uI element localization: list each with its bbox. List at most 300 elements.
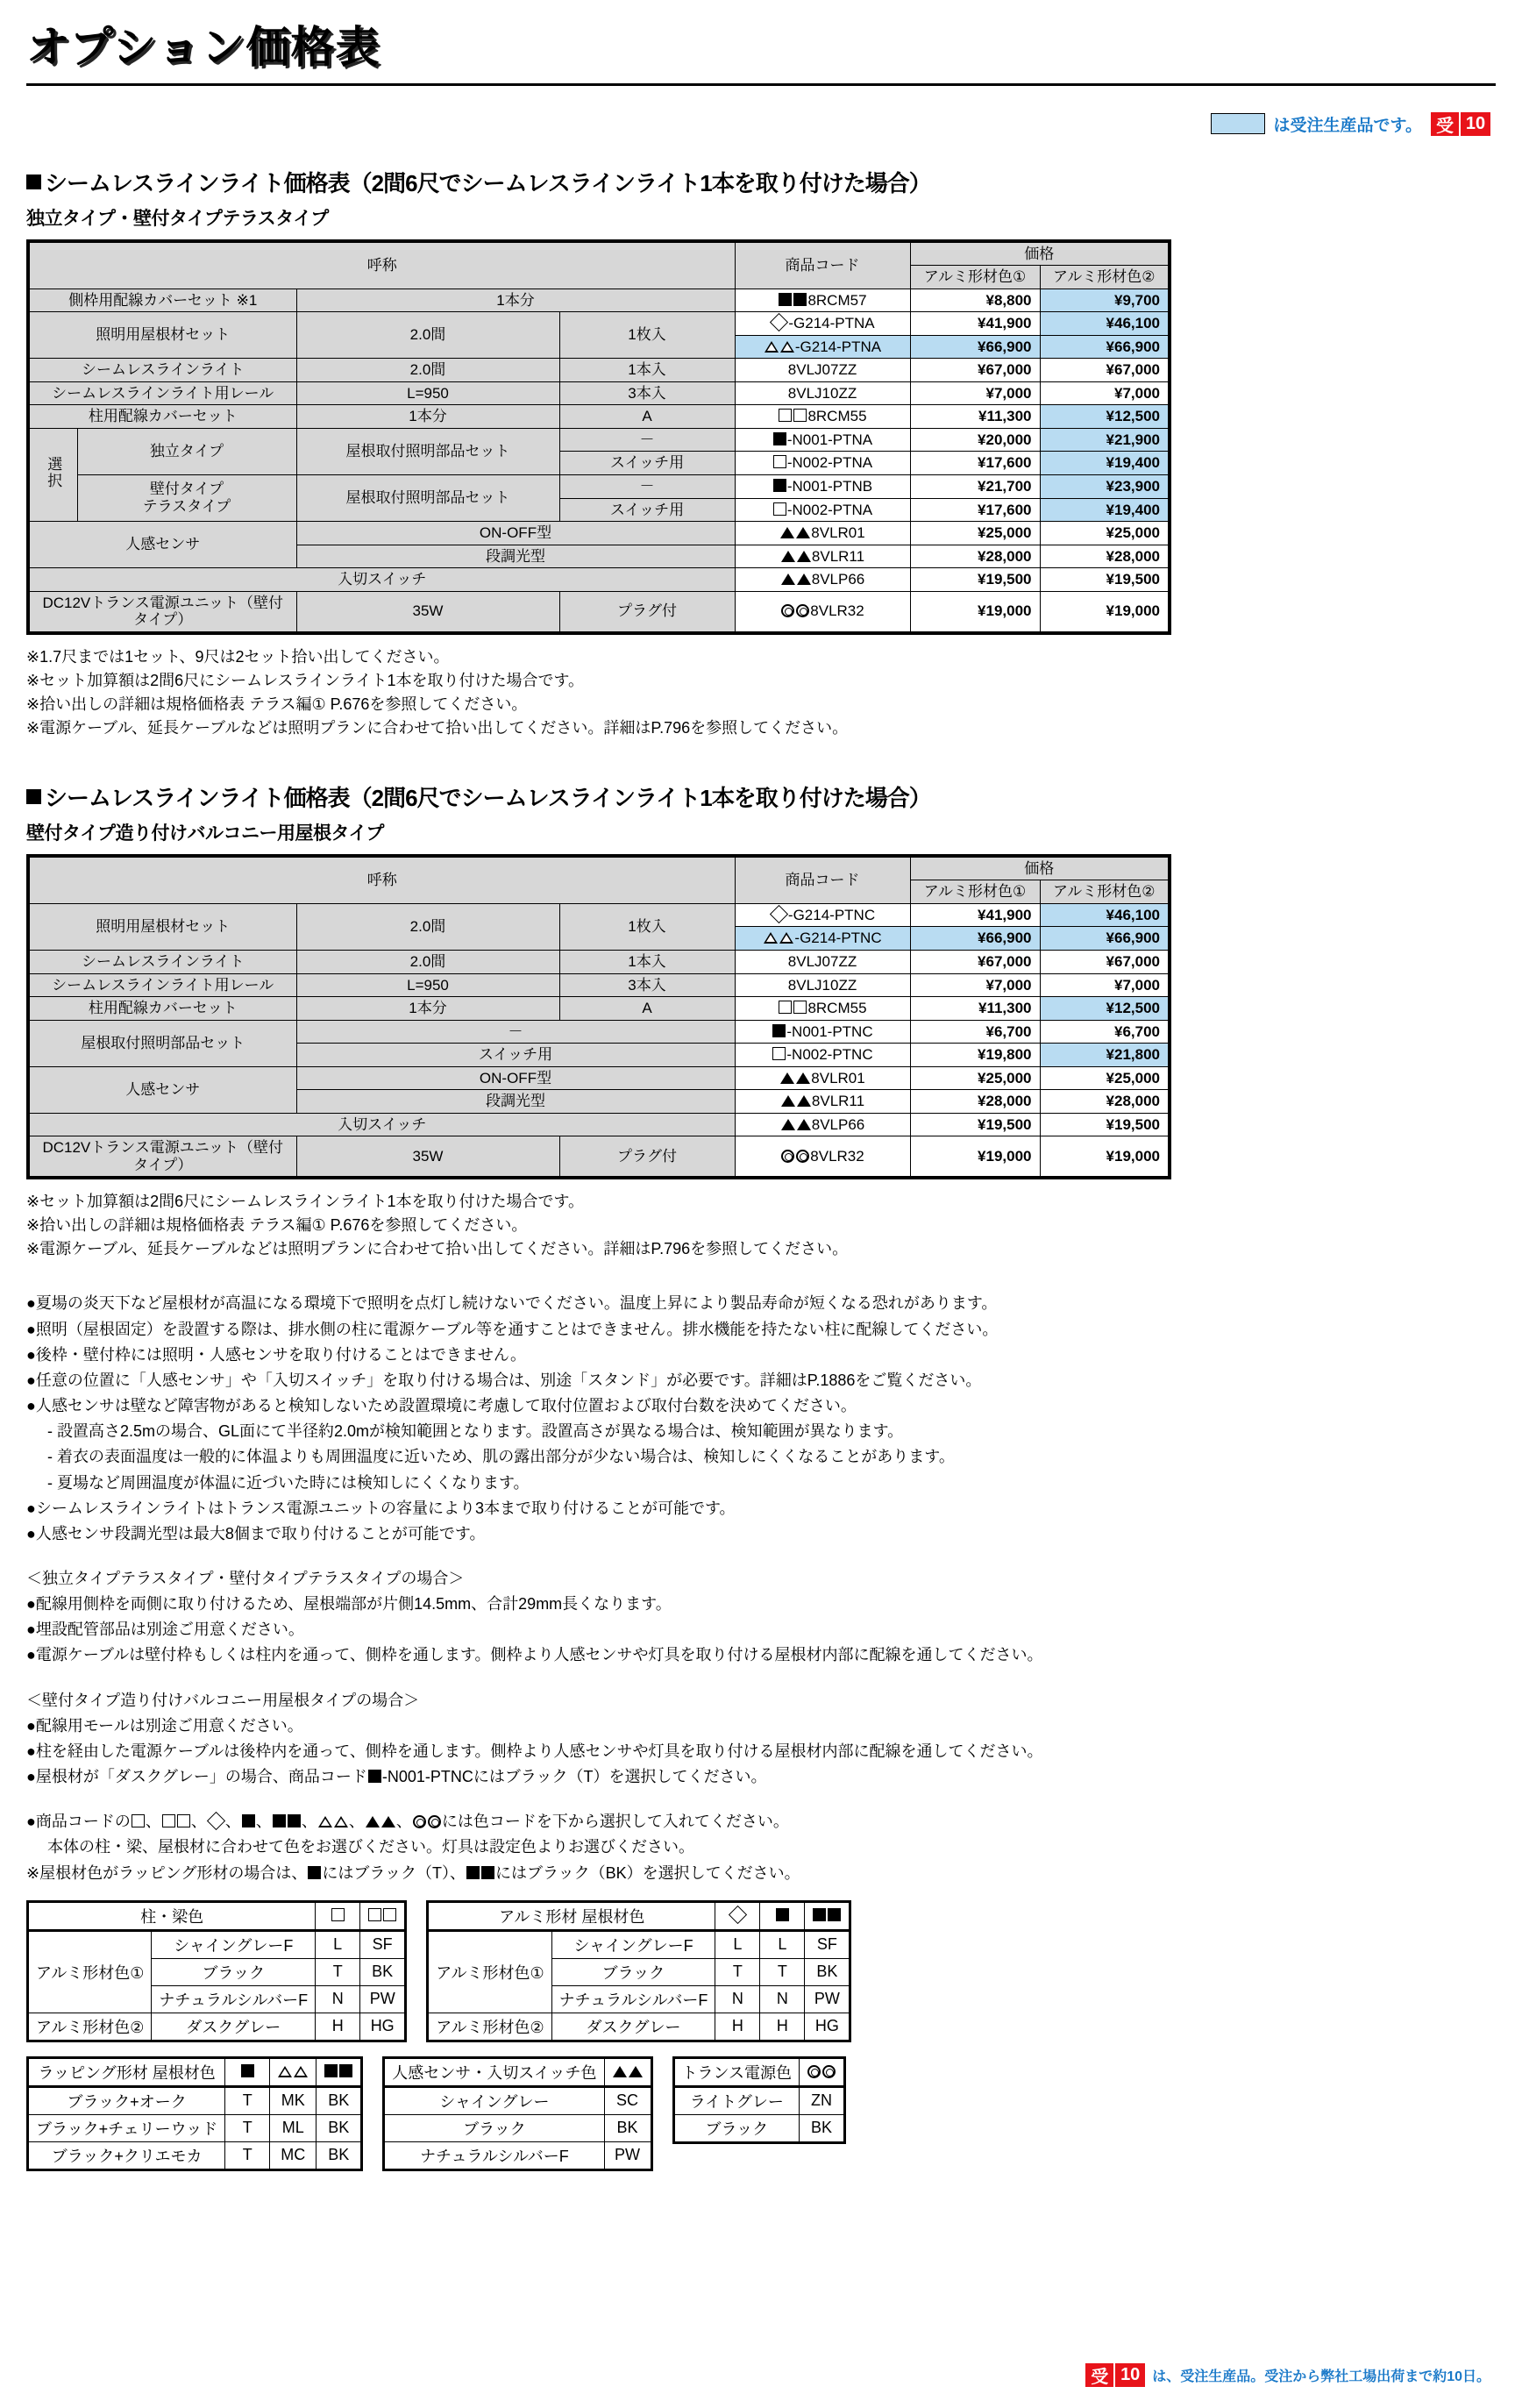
- cell-size: 2.0間: [296, 903, 559, 950]
- cell-product-code: 8VLJ10ZZ: [735, 381, 910, 405]
- color-code: T: [316, 1958, 360, 1985]
- cell-product-code: -N001-PTNB: [735, 474, 910, 498]
- legend: [0, 112, 1490, 136]
- cell-qty: 1本入: [559, 950, 735, 973]
- cell-qty: 3本入: [559, 973, 735, 997]
- table-row: [673, 2114, 844, 2142]
- cell-product-code: -G214-PTNC: [735, 903, 910, 927]
- color-group-2: アルミ形材色②: [28, 2013, 152, 2041]
- bullet-line: ●任意の位置に「人感センサ」や「入切スイッチ」を取り付ける場合は、別途「スタンド」が必要です。詳細はP.1886をご覧ください。: [26, 1371, 982, 1389]
- color-name: ブラック: [152, 1958, 316, 1985]
- cell-name: 屋根取付照明部品セット: [28, 1020, 296, 1066]
- cell-price-color2: ¥19,500: [1040, 568, 1170, 592]
- cell-qty: A: [559, 405, 735, 429]
- black-square-icon: [241, 2064, 254, 2077]
- page-footer: [1085, 2363, 1490, 2387]
- color-code: N: [760, 1985, 805, 2013]
- table-row: [28, 2013, 406, 2041]
- cell-variant: スイッチ用: [559, 452, 735, 475]
- color-code: BK: [316, 2114, 362, 2141]
- cell-price-color1: ¥8,800: [910, 289, 1040, 312]
- footer-badge-days: 10: [1113, 2363, 1145, 2387]
- black-square-icon: [773, 479, 786, 492]
- section-2-notes: [26, 1190, 1522, 1261]
- cell-product-code: -G214-PTNC: [735, 927, 910, 951]
- cell-price-color1: ¥19,000: [910, 591, 1040, 633]
- cell-product-code: -G214-PTNA: [735, 335, 910, 359]
- black-triangle-icon: [781, 1095, 795, 1107]
- bullet-line: ●柱を経由した電源ケーブルは後枠内を通って、側枠を通します。側枠より人感センサや灯具を取り付ける屋根材内部に配線を通してください。: [26, 1742, 1043, 1760]
- cell-variant: －: [559, 474, 735, 498]
- color-group-1: アルミ形材色①: [428, 1930, 551, 2013]
- cell-name: 柱用配線カバーセット: [28, 405, 296, 429]
- cell-product-code: 8RCM55: [735, 997, 910, 1021]
- cell-product-code: 8RCM55: [735, 405, 910, 429]
- table-row: [28, 2114, 362, 2141]
- diamond-icon: [729, 1906, 747, 1924]
- cell-variant: スイッチ用: [559, 498, 735, 522]
- cell-product-code: 8VLR11: [735, 545, 910, 568]
- cell-size: 1本分: [296, 997, 559, 1021]
- cell-parts: 屋根取付照明部品セット: [296, 474, 559, 521]
- footer-text: は、受注生産品。受注から弊社工場出荷まで約10日。: [1152, 2369, 1490, 2384]
- cell-name: 柱用配線カバーセット: [28, 997, 296, 1021]
- table-row: [28, 405, 1170, 429]
- note-line: ※セット加算額は2間6尺にシームレスラインライト1本を取り付けた場合です。: [26, 671, 585, 689]
- color-table-wrapping: [26, 2056, 363, 2171]
- color-code: T: [225, 2086, 270, 2114]
- page-title-area: [0, 0, 1522, 71]
- cell-name: シームレスラインライト: [28, 359, 296, 382]
- cell-price-color2: ¥21,900: [1040, 428, 1170, 452]
- table-row: [28, 1066, 1170, 1090]
- table-row: [28, 2141, 362, 2169]
- color-code: H: [715, 2013, 760, 2041]
- black-triangle-icon: [381, 1816, 395, 1827]
- double-circle-icon: [428, 1815, 441, 1828]
- symbol-header: [604, 2057, 651, 2086]
- color-code: PW: [805, 1985, 850, 2013]
- footer-badge: [1085, 2363, 1145, 2387]
- made-to-order-badge: [1431, 112, 1490, 136]
- symbol-header: [800, 2057, 845, 2086]
- bullet-line: ●屋根材が「ダスクグレー」の場合、商品コード -N001-PTNCにはブラック（T）を選択してください。: [26, 1768, 767, 1786]
- black-square-icon: [368, 1770, 381, 1783]
- cell-price-color2: ¥7,000: [1040, 381, 1170, 405]
- color-code: BK: [604, 2114, 651, 2141]
- cell-name: 人感センサ: [28, 1066, 296, 1113]
- symbol-header: [316, 1901, 360, 1930]
- symbol-header: [760, 1901, 805, 1930]
- table-row: [28, 903, 1170, 927]
- color-table-title: 人感センサ・入切スイッチ色: [384, 2057, 604, 2086]
- cell-product-code: -G214-PTNA: [735, 312, 910, 336]
- table-row: [28, 522, 1170, 545]
- color-name: ブラック+オーク: [28, 2086, 225, 2114]
- color-table-hashira: [26, 1900, 407, 2042]
- cell-price-color1: ¥28,000: [910, 1090, 1040, 1114]
- table-row: [28, 1113, 1170, 1136]
- table-row: [28, 381, 1170, 405]
- white-square-icon: [779, 1001, 792, 1014]
- black-triangle-icon: [781, 1119, 795, 1130]
- black-triangle-icon: [797, 1119, 811, 1130]
- color-code: L: [760, 1930, 805, 1958]
- table-row: [28, 474, 1170, 498]
- color-code: ML: [270, 2114, 316, 2141]
- cell-product-code: -N002-PTNA: [735, 452, 910, 475]
- symbol-header: [805, 1901, 850, 1930]
- cell-price-color2: ¥28,000: [1040, 545, 1170, 568]
- table-row: [673, 2086, 844, 2114]
- cell-product-code: 8VLP66: [735, 568, 910, 592]
- price-table-1: [26, 239, 1171, 635]
- color-code: L: [316, 1930, 360, 1958]
- cell-product-code: 8VLR32: [735, 1136, 910, 1179]
- cell-price-color1: ¥28,000: [910, 545, 1040, 568]
- black-square-icon: [793, 293, 807, 306]
- section-2-subheading: 壁付タイプ造り付けバルコニー用屋根タイプ: [26, 823, 384, 844]
- cell-price-color2: ¥6,700: [1040, 1020, 1170, 1044]
- cell-price-color1: ¥67,000: [910, 950, 1040, 973]
- black-triangle-icon: [613, 2066, 627, 2077]
- black-square-icon: [772, 1024, 786, 1037]
- cell-name: 人感センサ: [28, 522, 296, 568]
- white-square-icon: [177, 1814, 190, 1827]
- cell-product-code: -N002-PTNC: [735, 1044, 910, 1067]
- cell-price-color1: ¥66,900: [910, 927, 1040, 951]
- color-code: N: [715, 1985, 760, 2013]
- cell-name: 入切スイッチ: [28, 568, 735, 592]
- cell-product-code: -N002-PTNA: [735, 498, 910, 522]
- table-row: [384, 2114, 651, 2141]
- white-square-icon: [779, 409, 792, 422]
- white-triangle-icon: [764, 932, 778, 944]
- cell-price-color2: ¥19,400: [1040, 498, 1170, 522]
- cell-product-code: 8VLR32: [735, 591, 910, 633]
- color-code: MK: [270, 2086, 316, 2114]
- cell-name: シームレスラインライト: [28, 950, 296, 973]
- double-circle-icon: [781, 604, 794, 617]
- note-line: ※1.7尺までは1セット、9尺は2セット拾い出してください。: [26, 647, 450, 666]
- cell-price-color1: ¥6,700: [910, 1020, 1040, 1044]
- th-code: 商品コード: [735, 241, 910, 289]
- cell-price-color2: ¥19,400: [1040, 452, 1170, 475]
- double-circle-icon: [822, 2065, 836, 2078]
- white-triangle-icon: [779, 932, 793, 944]
- black-square-icon: [339, 2064, 352, 2077]
- double-circle-icon: [807, 2065, 821, 2078]
- double-circle-icon: [413, 1815, 426, 1828]
- color-code: PW: [360, 1985, 406, 2013]
- legend-text: は受注生産品です。: [1273, 116, 1422, 135]
- made-to-order-swatch: [1211, 113, 1265, 134]
- color-code-tables-row-1: [26, 1900, 1522, 2042]
- table-row: [428, 1930, 850, 1958]
- white-triangle-icon: [765, 341, 779, 353]
- white-square-icon: [162, 1814, 175, 1827]
- color-code: PW: [604, 2141, 651, 2169]
- white-square-icon: [793, 409, 807, 422]
- cell-size: 2.0間: [296, 312, 559, 359]
- cell-price-color1: ¥19,500: [910, 568, 1040, 592]
- black-triangle-icon: [366, 1816, 380, 1827]
- cell-price-color1: ¥17,600: [910, 452, 1040, 475]
- symbol-header: [225, 2057, 270, 2086]
- white-square-icon: [383, 1908, 396, 1921]
- usage-notes: [26, 1291, 1522, 1885]
- footer-badge-kanji: 受: [1085, 2363, 1113, 2387]
- black-square-icon: [308, 1866, 321, 1879]
- cell-parts: 屋根取付照明部品セット: [296, 428, 559, 474]
- cell-product-code: 8VLR01: [735, 1066, 910, 1090]
- note-line: ※電源ケーブル、延長ケーブルなどは照明プランに合わせて拾い出してください。詳細はP.796を参照してください。: [26, 718, 849, 737]
- black-square-icon: [288, 1814, 301, 1827]
- double-circle-icon: [781, 1150, 794, 1163]
- table-row: [28, 312, 1170, 336]
- black-square-icon: [776, 1908, 789, 1921]
- table-row: [28, 289, 1170, 312]
- table-row: [28, 973, 1170, 997]
- bullet-line: ●配線用側枠を両側に取り付けるため、屋根端部が片側14.5mm、合計29mm長くなります。: [26, 1595, 672, 1614]
- white-square-icon: [331, 1908, 345, 1921]
- color-name: シャイングレーF: [152, 1930, 316, 1958]
- th-price-col2: アルミ形材色②: [1040, 266, 1170, 289]
- cell-qty: A: [559, 997, 735, 1021]
- table-row: [28, 997, 1170, 1021]
- cell-qty: 3本入: [559, 381, 735, 405]
- badge-days: 10: [1459, 112, 1490, 136]
- white-triangle-icon: [278, 2066, 292, 2077]
- color-table-title: ラッピング形材 屋根材色: [28, 2057, 225, 2086]
- cell-price-color1: ¥67,000: [910, 359, 1040, 382]
- bullet-subline: - 夏場など周囲温度が体温に近づいた時には検知しにくくなります。: [47, 1473, 530, 1492]
- bullet-subline: - 着衣の表面温度は一般的に体温よりも周囲温度に近いため、肌の露出部分が少ない場合は、検知しにくくなることがあります。: [47, 1448, 955, 1466]
- bullet-line: ●配線用モールは別途ご用意ください。: [26, 1716, 303, 1735]
- color-name: ブラック: [673, 2114, 799, 2142]
- color-group-2: アルミ形材色②: [428, 2013, 551, 2041]
- color-name: ブラック+クリエモカ: [28, 2141, 225, 2169]
- color-code: H: [316, 2013, 360, 2041]
- cell-qty: 1枚入: [559, 312, 735, 359]
- color-table-alumi-roof: [426, 1900, 851, 2042]
- color-name: ナチュラルシルバーF: [152, 1985, 316, 2013]
- cell-qty: 1本分: [296, 289, 735, 312]
- cell-type: 壁付タイプ テラスタイプ: [77, 474, 296, 521]
- cell-size: 1本分: [296, 405, 559, 429]
- black-square-icon: [773, 432, 786, 445]
- table-row: [28, 1020, 1170, 1044]
- color-group-1: アルミ形材色①: [28, 1930, 152, 2013]
- cell-product-code: 8VLJ07ZZ: [735, 950, 910, 973]
- color-name: シャイングレー: [384, 2086, 604, 2114]
- page-title: オプション価格表: [26, 23, 380, 72]
- black-triangle-icon: [629, 2066, 643, 2077]
- black-square-icon: [813, 1908, 826, 1921]
- black-triangle-icon: [796, 1072, 810, 1084]
- bullet-line: ●人感センサは壁など障害物があると検知しないため設置環境に考慮して取付位置および取付台数を決めてください。: [26, 1397, 857, 1415]
- bullet-line: ●埋設配管部品は別途ご用意ください。: [26, 1621, 304, 1639]
- cell-product-code: 8VLJ07ZZ: [735, 359, 910, 382]
- cell-name: 照明用屋根材セット: [28, 903, 296, 950]
- color-code: BK: [316, 2086, 362, 2114]
- section-2-heading: [26, 780, 1522, 813]
- cell-price-color2: ¥9,700: [1040, 289, 1170, 312]
- color-code: SF: [360, 1930, 406, 1958]
- cell-price-color2: ¥67,000: [1040, 359, 1170, 382]
- black-square-icon: [481, 1866, 494, 1879]
- black-square-icon: [779, 293, 792, 306]
- cell-price-color2: ¥19,000: [1040, 591, 1170, 633]
- black-triangle-icon: [780, 1072, 794, 1084]
- table-row: [28, 568, 1170, 592]
- color-name: ライトグレー: [673, 2086, 799, 2114]
- color-code: L: [715, 1930, 760, 1958]
- white-square-icon: [773, 502, 786, 516]
- black-triangle-icon: [780, 527, 794, 538]
- cell-price-color1: ¥11,300: [910, 997, 1040, 1021]
- section-1-heading: [26, 166, 1522, 198]
- table-row: [28, 950, 1170, 973]
- cell-variant: －: [559, 428, 735, 452]
- cell-price-color1: ¥11,300: [910, 405, 1040, 429]
- color-code: T: [715, 1958, 760, 1985]
- th-price: 価格: [910, 856, 1170, 880]
- cell-select: 選択: [28, 428, 77, 521]
- color-name: シャイングレーF: [551, 1930, 715, 1958]
- bullet-line: ●人感センサ段調光型は最大8個まで取り付けることが可能です。: [26, 1524, 486, 1542]
- cell-qty: 1本入: [559, 359, 735, 382]
- color-code: SF: [805, 1930, 850, 1958]
- cell-name: シームレスラインライト用レール: [28, 973, 296, 997]
- symbol-header: [270, 2057, 316, 2086]
- note-line: ※拾い出しの詳細は規格価格表 テラス編① P.676を参照してください。: [26, 695, 528, 713]
- diamond-icon: [207, 1812, 225, 1830]
- color-table-title: トランス電源色: [673, 2057, 799, 2086]
- cell-price-color2: ¥19,000: [1040, 1136, 1170, 1179]
- black-triangle-icon: [797, 551, 811, 562]
- diamond-icon: [770, 905, 788, 923]
- color-name: ナチュラルシルバーF: [384, 2141, 604, 2169]
- color-code: T: [225, 2141, 270, 2169]
- price-table-2: [26, 854, 1171, 1180]
- table-row: [28, 591, 1170, 633]
- cell-price-color2: ¥67,000: [1040, 950, 1170, 973]
- cell-price-color2: ¥21,800: [1040, 1044, 1170, 1067]
- note-line: ※セット加算額は2間6尺にシームレスラインライト1本を取り付けた場合です。: [26, 1193, 585, 1211]
- section-2-heading-text: シームレスラインライト価格表（2間6尺でシームレスラインライト1本を取り付けた場合）: [45, 784, 931, 811]
- th-price-col1: アルミ形材色①: [910, 880, 1040, 904]
- title-divider: [26, 83, 1496, 86]
- color-name: ナチュラルシルバーF: [551, 1985, 715, 2013]
- bullet-line: ●照明（屋根固定）を設置する際は、排水側の柱に電源ケーブル等を通すことはできません。排水機能を持たない柱に配線してください。: [26, 1320, 999, 1338]
- cell-price-color1: ¥19,500: [910, 1113, 1040, 1136]
- cell-product-code: -N001-PTNA: [735, 428, 910, 452]
- cell-price-color1: ¥20,000: [910, 428, 1040, 452]
- cell-price-color2: ¥66,900: [1040, 927, 1170, 951]
- cell-name: シームレスラインライト用レール: [28, 381, 296, 405]
- black-square-icon: [273, 1814, 286, 1827]
- square-bullet-icon: [26, 175, 41, 189]
- th-price: 価格: [910, 241, 1170, 266]
- color-code: H: [760, 2013, 805, 2041]
- color-name: ダスクグレー: [551, 2013, 715, 2041]
- cell-price-color2: ¥25,000: [1040, 1066, 1170, 1090]
- cell-qty: プラグ付: [559, 591, 735, 633]
- cell-name: 照明用屋根材セット: [28, 312, 296, 359]
- cell-price-color1: ¥17,600: [910, 498, 1040, 522]
- cell-price-color1: ¥25,000: [910, 522, 1040, 545]
- table-row: [28, 1136, 1170, 1179]
- diamond-icon: [770, 313, 788, 331]
- white-square-icon: [793, 1001, 807, 1014]
- cell-product-code: 8RCM57: [735, 289, 910, 312]
- white-square-icon: [132, 1814, 145, 1827]
- double-circle-icon: [796, 604, 809, 617]
- double-circle-icon: [796, 1150, 809, 1163]
- bullet-line: ●夏場の炎天下など屋根材が高温になる環境下で照明を点灯し続けないでください。温度上昇により製品寿命が短くなる恐れがあります。: [26, 1294, 998, 1313]
- th-name: 呼称: [28, 241, 735, 289]
- table-row: [28, 359, 1170, 382]
- cell-price-color1: ¥41,900: [910, 903, 1040, 927]
- cell-name: 側枠用配線カバーセット ※1: [28, 289, 296, 312]
- section-1-subheading: 独立タイプ・壁付タイプテラスタイプ: [26, 208, 329, 229]
- cell-name: DC12Vトランス電源ユニット（壁付タイプ）: [28, 591, 296, 633]
- cell-price-color2: ¥46,100: [1040, 903, 1170, 927]
- cell-variant: 段調光型: [296, 545, 735, 568]
- section-1-heading-text: シームレスラインライト価格表（2間6尺でシームレスラインライト1本を取り付けた場合）: [45, 169, 931, 196]
- table-row: [673, 2057, 844, 2086]
- cell-price-color2: ¥19,500: [1040, 1113, 1170, 1136]
- cell-price-color1: ¥19,000: [910, 1136, 1040, 1179]
- square-bullet-icon: [26, 789, 41, 804]
- cell-product-code: 8VLJ10ZZ: [735, 973, 910, 997]
- white-triangle-icon: [780, 341, 794, 353]
- cell-price-color1: ¥21,700: [910, 474, 1040, 498]
- black-triangle-icon: [781, 574, 795, 585]
- black-square-icon: [828, 1908, 841, 1921]
- table-row: [28, 1901, 406, 1930]
- color-table-title: 柱・梁色: [28, 1901, 316, 1930]
- bullet-line: ●後枠・壁付枠には照明・人感センサを取り付けることはできません。: [26, 1345, 526, 1364]
- th-price-col2: アルミ形材色②: [1040, 880, 1170, 904]
- cell-variant: スイッチ用: [296, 1044, 735, 1067]
- color-code: BK: [800, 2114, 845, 2142]
- cell-variant: ON-OFF型: [296, 522, 735, 545]
- color-code-tables-row-2: [26, 2056, 1522, 2171]
- case-2-title: ＜壁付タイプ造り付けバルコニー用屋根タイプの場合＞: [26, 1691, 420, 1709]
- color-code: T: [225, 2114, 270, 2141]
- cell-variant: －: [296, 1020, 735, 1044]
- color-table-title: アルミ形材 屋根材色: [428, 1901, 715, 1930]
- cell-price-color2: ¥7,000: [1040, 973, 1170, 997]
- color-code: SC: [604, 2086, 651, 2114]
- black-square-icon: [324, 2064, 338, 2077]
- cell-price-color2: ¥12,500: [1040, 405, 1170, 429]
- color-code: MC: [270, 2141, 316, 2169]
- cell-product-code: 8VLR11: [735, 1090, 910, 1114]
- black-triangle-icon: [781, 551, 795, 562]
- colorcode-intro-2: 本体の柱・梁、屋根材に合わせて色をお選びください。灯具は設定色よりお選びください。: [47, 1838, 694, 1856]
- color-code: N: [316, 1985, 360, 2013]
- color-code: HG: [805, 2013, 850, 2041]
- color-name: ブラック: [384, 2114, 604, 2141]
- cell-qty: 1枚入: [559, 903, 735, 950]
- cell-price-color1: ¥25,000: [910, 1066, 1040, 1090]
- table-row: [428, 2013, 850, 2041]
- section-1-heading-area: [26, 166, 1522, 231]
- white-square-icon: [368, 1908, 381, 1921]
